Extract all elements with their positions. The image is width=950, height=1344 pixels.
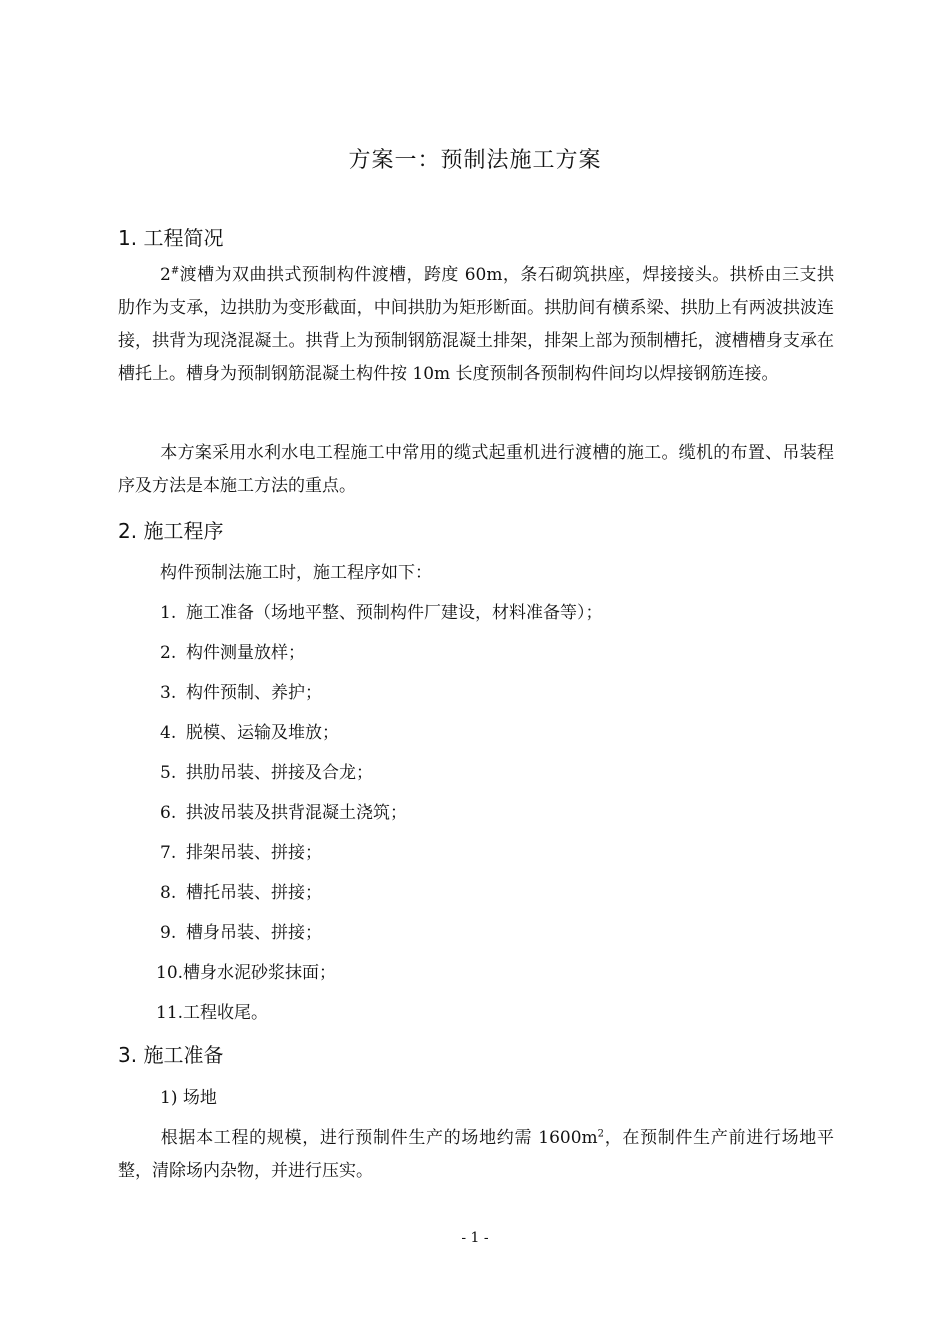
para-1-text: 渡槽为双曲拱式预制构件渡槽，跨度 60m，条石砌筑拱座，焊接接头。拱桥由三支拱肋作为支承，边拱肋为变形截面，中间拱肋为矩形断面。拱肋间有横系梁、拱肋上有两波拱波连接，拱背为现浇混凝土。拱背上为预制钢筋混凝土排架，排架上部为预制槽托，渡槽槽身支承在槽托上。槽身为预制钢筋混凝土构件按 10m 长度预制各预制构件间均以焊接钢筋连接。: [118, 265, 834, 384]
list-item-text: 构件预制、养护；: [186, 683, 322, 703]
list-item-number: 5.: [160, 763, 177, 783]
list-item-text: 排架吊装、拼接；: [186, 843, 322, 863]
list-item: [160, 640, 305, 666]
list-item-number: 3.: [160, 683, 177, 703]
list-item-text: 槽身吊装、拼接；: [186, 923, 322, 943]
list-item-text: 槽身水泥砂浆抹面；: [183, 963, 337, 983]
section-3-paragraph: [118, 1122, 834, 1188]
section-2-heading: 2. 施工程序: [118, 519, 224, 543]
list-item: [160, 680, 322, 706]
document-title: 方案一：预制法施工方案: [348, 148, 602, 173]
list-item-text: 拱肋吊装、拼接及合龙；: [186, 763, 373, 783]
list-item: [160, 880, 322, 906]
list-item: [160, 920, 322, 946]
para-3-prefix: 根据本工程的规模，进行预制件生产的场地约需 1600m: [160, 1128, 598, 1148]
para-1-prefix: 2: [160, 265, 171, 285]
section-3-subheading: 1) 场地: [160, 1088, 217, 1108]
list-item-text: 拱波吊装及拱背混凝土浇筑；: [186, 803, 407, 823]
list-item: [156, 1000, 268, 1026]
list-item-number: 4.: [160, 723, 177, 743]
list-item-number: 7.: [160, 843, 177, 863]
list-item-number: 6.: [160, 803, 177, 823]
list-item: [156, 960, 336, 986]
para-3-superscript: 2: [597, 1128, 605, 1140]
list-item: [160, 760, 373, 786]
list-item: [160, 600, 603, 626]
list-item-number: 10.: [156, 963, 184, 983]
list-item-text: 工程收尾。: [183, 1003, 269, 1023]
section-1-heading: 1. 工程简况: [118, 226, 224, 250]
list-item-number: 11.: [156, 1003, 184, 1023]
para-2-text: 本方案采用水利水电工程施工中常用的缆式起重机进行渡槽的施工。缆机的布置、吊装程序及方法是本施工方法的重点。: [118, 443, 834, 496]
section-3-heading: 3. 施工准备: [118, 1043, 224, 1067]
list-item-text: 槽托吊装、拼接；: [186, 883, 322, 903]
list-item-text: 施工准备（场地平整、预制构件厂建设，材料准备等）；: [186, 603, 603, 623]
list-item-text: 脱模、运输及堆放；: [186, 723, 339, 743]
list-item: [160, 840, 322, 866]
para-1-superscript: #: [170, 265, 180, 277]
page-number: - 1 -: [461, 1230, 489, 1246]
list-item: [160, 720, 339, 746]
list-item-number: 1.: [160, 603, 177, 623]
list-item: [160, 800, 407, 826]
list-item-text: 构件测量放样；: [186, 643, 305, 663]
list-item-number: 2.: [160, 643, 177, 663]
para-3-suffix: ，在预制件生产前进行场地平整，清除场内杂物，并进行压实。: [118, 1128, 834, 1181]
section-1-paragraph-1: [118, 259, 834, 391]
section-2-intro: 构件预制法施工时，施工程序如下：: [160, 563, 432, 583]
list-item-number: 8.: [160, 883, 177, 903]
list-item-number: 9.: [160, 923, 177, 943]
section-1-paragraph-2: [118, 437, 834, 503]
